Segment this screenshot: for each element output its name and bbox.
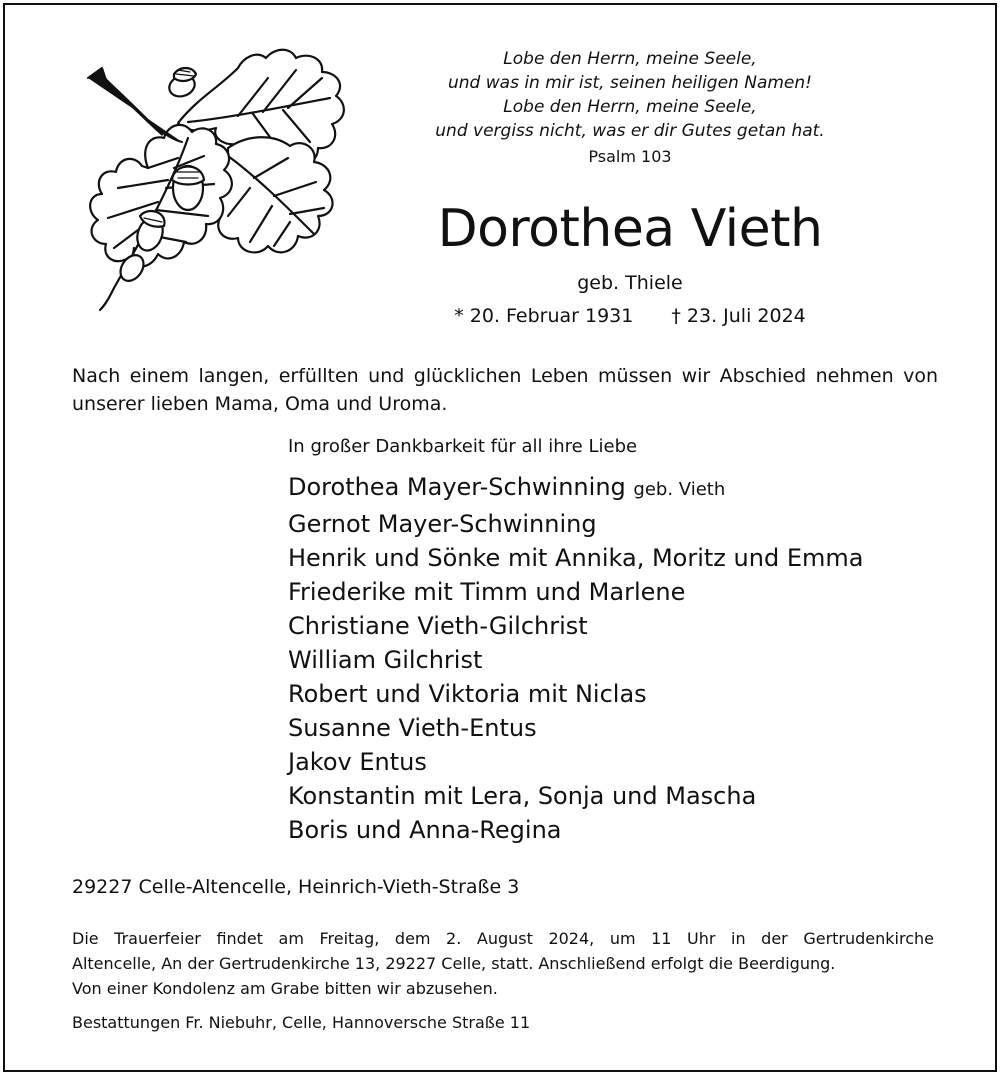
psalm-line-3: Lobe den Herrn, meine Seele, [503, 97, 757, 117]
mourner: Robert und Viktoria mit Niclas [288, 680, 647, 708]
mourner: Boris und Anna-Regina [288, 816, 562, 844]
death-date: † 23. Juli 2024 [671, 305, 806, 327]
oak-leaves-acorns-icon [78, 38, 378, 318]
mourner-birth-name: geb. Vieth [633, 479, 726, 500]
mourner: Friederike mit Timm und Marlene [288, 578, 686, 606]
intro-text: Nach einem langen, erfüllten und glücklichen Leben müssen wir Abschied nehmen von unserer lieben Mama, Oma und Uroma. [72, 365, 938, 415]
mourner: William Gilchrist [288, 646, 483, 674]
deceased-name: Dorothea Vieth [437, 199, 823, 259]
ceremony-line-1: Die Trauerfeier findet am Freitag, dem 2. August 2024, um 11 Uhr in der Gertrudenkirche [72, 929, 934, 948]
ceremony-line-3: Von einer Kondolenz am Grabe bitten wir abzusehen. [72, 979, 498, 998]
psalm-line-1: Lobe den Herrn, meine Seele, [503, 49, 757, 69]
mourner: Henrik und Sönke mit Annika, Moritz und Emma [288, 544, 864, 572]
mourner: Susanne Vieth-Entus [288, 714, 537, 742]
psalm-verse [410, 47, 850, 143]
mourner: Dorothea Mayer-Schwinning geb. Vieth [288, 473, 726, 501]
psalm-reference: Psalm 103 [588, 147, 672, 166]
mourners-list [288, 470, 863, 847]
undertaker-info: Bestattungen Fr. Niebuhr, Celle, Hannoversche Straße 11 [72, 1013, 531, 1032]
ceremony-notice [72, 926, 934, 1001]
psalm-line-4: und vergiss nicht, was er dir Gutes getan hat. [435, 121, 825, 141]
birth-name: geb. Thiele [577, 272, 683, 294]
mourner: Konstantin mit Lera, Sonja und Mascha [288, 782, 757, 810]
life-dates [410, 305, 850, 327]
family-address: 29227 Celle-Altencelle, Heinrich-Vieth-Straße 3 [72, 876, 520, 898]
mourner: Gernot Mayer-Schwinning [288, 510, 597, 538]
mourner: Christiane Vieth-Gilchrist [288, 612, 588, 640]
ceremony-line-2: Altencelle, An der Gertrudenkirche 13, 29227 Celle, statt. Anschließend erfolgt die Beerdigung. [72, 954, 836, 973]
psalm-line-2: und was in mir ist, seinen heiligen Namen! [448, 73, 812, 93]
birth-date: * 20. Februar 1931 [454, 305, 634, 327]
thanks-line: In großer Dankbarkeit für all ihre Liebe [288, 436, 638, 457]
mourner: Jakov Entus [288, 748, 427, 776]
